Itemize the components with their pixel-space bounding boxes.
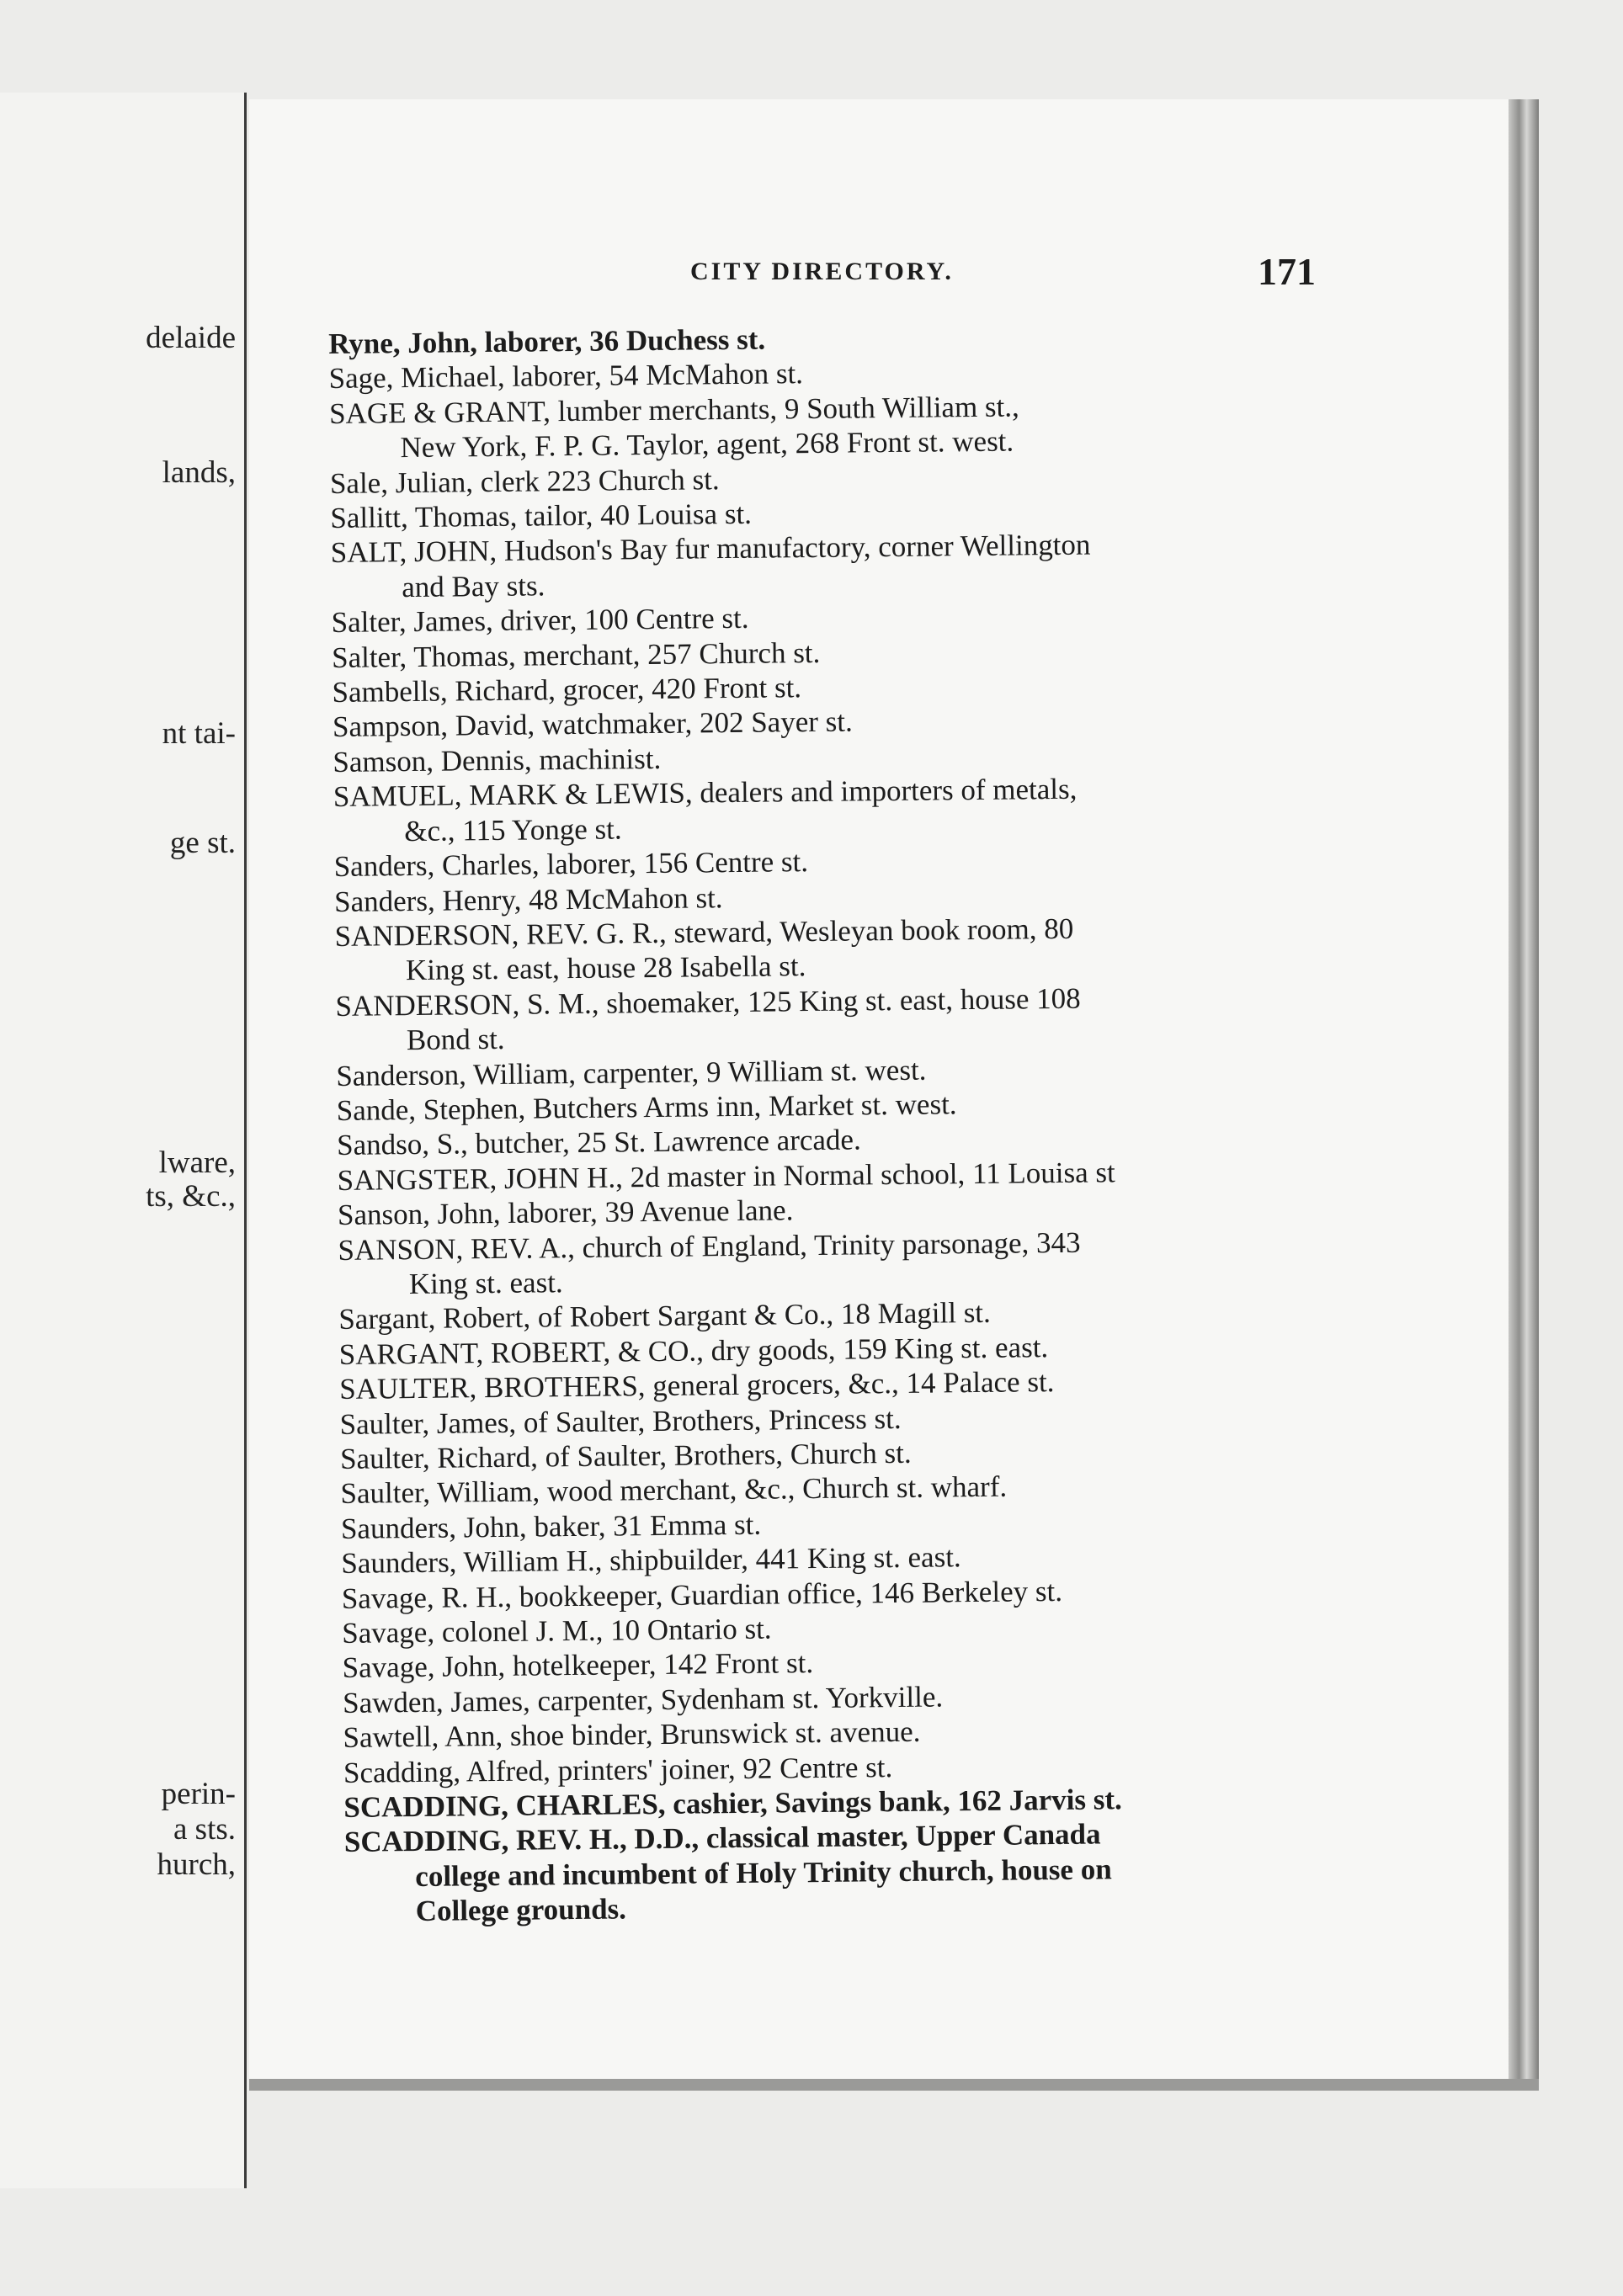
directory-entry: Saunders, John, baker, 31 Emma st. xyxy=(340,1507,762,1545)
directory-entry: Scadding, Alfred, printers' joiner, 92 Centre st. xyxy=(343,1750,893,1789)
facing-page-text: ts, &c., xyxy=(146,1179,236,1214)
directory-entry-continuation: New York, F. P. G. Taylor, agent, 268 Front st. west. xyxy=(400,424,1014,465)
directory-entry: Salter, Thomas, merchant, 257 Church st. xyxy=(331,635,821,674)
directory-entry: Sallitt, Thomas, tailor, 40 Louisa st. xyxy=(330,497,753,535)
directory-entry: SARGANT, ROBERT, & CO., dry goods, 159 King st. east. xyxy=(338,1330,1049,1371)
facing-page-text: lands, xyxy=(162,455,236,490)
directory-entry-continuation: and Bay sts. xyxy=(402,569,545,603)
directory-entry: SAMUEL, MARK & LEWIS, dealers and importers of metals, xyxy=(333,772,1078,814)
directory-entry: SANDERSON, S. M., shoemaker, 125 King st. east, house 108 xyxy=(335,981,1081,1023)
directory-entry-continuation: &c., 115 Yonge st. xyxy=(404,812,622,848)
directory-entry: Ryne, John, laborer, 36 Duchess st. xyxy=(328,322,766,360)
directory-entry-continuation: King st. east. xyxy=(408,1266,563,1301)
facing-page-text: ge st. xyxy=(169,826,236,860)
directory-entry: SANSON, REV. A., church of England, Trinity parsonage, 343 xyxy=(338,1225,1081,1267)
directory-entry: Saunders, William H., shipbuilder, 441 King st. east. xyxy=(341,1540,961,1581)
directory-entry: Samson, Dennis, machinist. xyxy=(333,741,662,779)
page-edge xyxy=(1509,99,1539,2079)
directory-entry: SANGSTER, JOHN H., 2d master in Normal school, 11 Louisa st xyxy=(337,1156,1115,1197)
directory-entry: Savage, R. H., bookkeeper, Guardian office, 146 Berkeley st. xyxy=(341,1574,1063,1615)
directory-entry: Sale, Julian, clerk 223 Church st. xyxy=(329,462,720,500)
directory-entry-continuation: King st. east, house 28 Isabella st. xyxy=(405,949,806,987)
directory-entry: Sargant, Robert, of Robert Sargant & Co., 18 Magill st. xyxy=(338,1296,992,1337)
facing-page-text: lware, xyxy=(158,1145,236,1180)
directory-entry: Saulter, Richard, of Saulter, Brothers, Church st. xyxy=(339,1436,912,1475)
directory-entry: SAULTER, BROTHERS, general grocers, &c., 14 Palace st. xyxy=(339,1365,1055,1406)
page-number: 171 xyxy=(1258,250,1316,293)
facing-page-text: nt tai- xyxy=(162,716,236,751)
directory-entry-continuation: Bond st. xyxy=(406,1022,505,1057)
directory-entry-continuation: college and incumbent of Holy Trinity church, house on xyxy=(415,1852,1112,1893)
directory-entry: Sande, Stephen, Butchers Arms inn, Market st. west. xyxy=(336,1087,957,1127)
directory-entry: Sawtell, Ann, shoe binder, Brunswick st. avenue. xyxy=(343,1714,921,1755)
directory-entry: SALT, JOHN, Hudson's Bay fur manufactory, corner Wellington xyxy=(330,528,1091,570)
directory-entry: SAGE & GRANT, lumber merchants, 9 South William st., xyxy=(328,390,1019,430)
directory-entry: Salter, James, driver, 100 Centre st. xyxy=(331,602,749,640)
directory-entry: SCADDING, REV. H., D.D., classical master, Upper Canada xyxy=(343,1817,1101,1859)
directory-entry: Sawden, James, carpenter, Sydenham st. Yorkville. xyxy=(342,1680,944,1719)
facing-page-text: hurch, xyxy=(157,1847,236,1882)
facing-page-text: delaide xyxy=(146,321,236,355)
directory-entry: Sanderson, William, carpenter, 9 William st. west. xyxy=(336,1053,927,1092)
page-bottom-edge xyxy=(249,2079,1539,2091)
directory-entry: SANDERSON, REV. G. R., steward, Wesleyan book room, 80 xyxy=(334,911,1074,953)
directory-entry: SCADDING, CHARLES, cashier, Savings bank, 162 Jarvis st. xyxy=(343,1783,1123,1824)
directory-entry: Sampson, David, watchmaker, 202 Sayer st. xyxy=(332,704,853,744)
directory-entry-continuation: College grounds. xyxy=(415,1892,627,1928)
directory-entry: Sanders, Charles, laborer, 156 Centre st. xyxy=(333,845,809,884)
facing-page-text: perin- xyxy=(161,1777,236,1811)
directory-entry: Savage, John, hotelkeeper, 142 Front st. xyxy=(342,1646,814,1685)
directory-entries xyxy=(328,316,1355,1929)
directory-entry: Sanders, Henry, 48 McMahon st. xyxy=(333,880,723,918)
running-title: CITY DIRECTORY. xyxy=(690,258,954,285)
directory-entry: Sanson, John, laborer, 39 Avenue lane. xyxy=(337,1193,794,1232)
directory-entry: Savage, colonel J. M., 10 Ontario st. xyxy=(342,1612,772,1650)
directory-entry: Sambells, Richard, grocer, 420 Front st. xyxy=(332,671,802,710)
facing-page-fragment xyxy=(0,93,247,2188)
directory-entry: Saulter, William, wood merchant, &c., Church st. wharf. xyxy=(340,1470,1008,1511)
directory-entry: Sage, Michael, laborer, 54 McMahon st. xyxy=(328,357,804,396)
directory-entry: Sandso, S., butcher, 25 St. Lawrence arcade. xyxy=(336,1123,861,1162)
facing-page-text: a sts. xyxy=(173,1812,236,1847)
directory-entry: Saulter, James, of Saulter, Brothers, Princess st. xyxy=(339,1401,902,1441)
